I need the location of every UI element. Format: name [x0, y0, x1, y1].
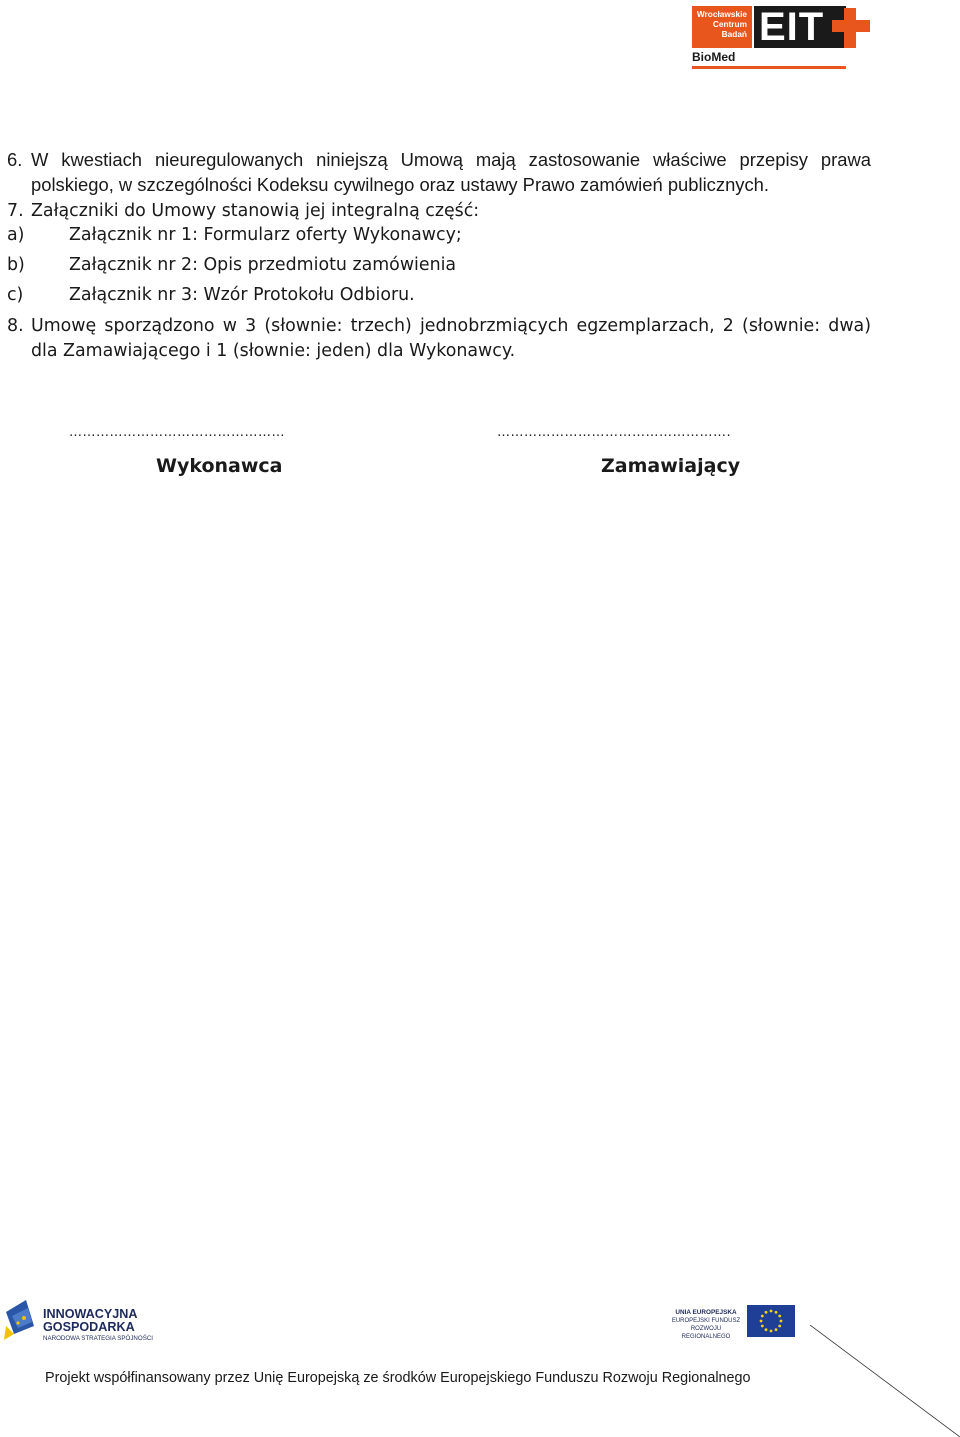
signature-label-contractor: Wykonawca — [156, 455, 283, 477]
item-7-a-label: a) — [7, 225, 25, 245]
signature-line-right: ……………………………………………. — [497, 425, 732, 440]
eit-biomed-logo — [692, 6, 872, 72]
item-7-c-label: c) — [7, 285, 24, 305]
eu-text — [669, 1309, 743, 1341]
item-7-a-text: Załącznik nr 1: Formularz oferty Wykonawcy; — [69, 225, 462, 245]
logo-sub-text: BioMed — [692, 50, 736, 64]
logo-line2: Centrum — [712, 19, 747, 29]
item-7-b-label: b) — [7, 255, 25, 275]
item-6-text-line1: W kwestiach nieuregulowanych niniejszą Umową mają zastosowanie właściwe przepisy prawa — [31, 149, 871, 170]
logo-main-text: EIT — [759, 5, 825, 49]
ig-line2: GOSPODARKA — [43, 1320, 135, 1334]
logo-line3: Badań — [721, 29, 747, 39]
innowacyjna-gospodarka-text — [43, 1308, 153, 1343]
ue-line3: ROZWOJU REGIONALNEGO — [681, 1326, 731, 1340]
eu-flag-icon — [747, 1305, 795, 1337]
item-7-b-text: Załącznik nr 2: Opis przedmiotu zamówienia — [69, 255, 457, 275]
footer-cofinancing-text: Projekt współfinansowany przez Unię Europejską ze środków Europejskiego Funduszu Rozwoju Regionalnego — [45, 1370, 751, 1386]
logo-underline — [692, 66, 846, 69]
ue-line2: EUROPEJSKI FUNDUSZ — [671, 1318, 741, 1324]
ig-line3: NARODOWA STRATEGIA SPÓJNOŚCI — [43, 1335, 154, 1342]
footer-diagonal-line — [810, 1325, 960, 1437]
logo-orange-block — [692, 6, 752, 48]
item-7-c-text: Załącznik nr 3: Wzór Protokołu Odbioru. — [69, 285, 415, 305]
item-7-number: 7. — [7, 201, 24, 221]
signature-line-left: ………………………………………… — [69, 425, 285, 440]
signature-label-client: Zamawiający — [601, 455, 741, 477]
item-6-text-line2: polskiego, w szczególności Kodeksu cywilnego oraz ustawy Prawo zamówień publicznych. — [31, 174, 770, 195]
item-6-number: 6. — [7, 149, 23, 170]
ue-line1: UNIA EUROPEJSKA — [675, 1309, 737, 1316]
logo-line1: Wrocławskie — [696, 9, 747, 19]
item-8-text-line2: dla Zamawiającego i 1 (słownie: jeden) dla Wykonawcy. — [31, 341, 516, 361]
item-8-text-line1: Umowę sporządzono w 3 (słownie: trzech) jednobrzmiących egzemplarzach, 2 (słownie: dwa) — [31, 316, 871, 336]
innowacyjna-gospodarka-icon — [4, 1296, 38, 1342]
plus-icon — [830, 6, 872, 50]
ig-line1: INNOWACYJNA — [43, 1307, 138, 1321]
item-7-text: Załączniki do Umowy stanowią jej integralną część: — [31, 201, 480, 221]
item-8-number: 8. — [7, 316, 24, 336]
